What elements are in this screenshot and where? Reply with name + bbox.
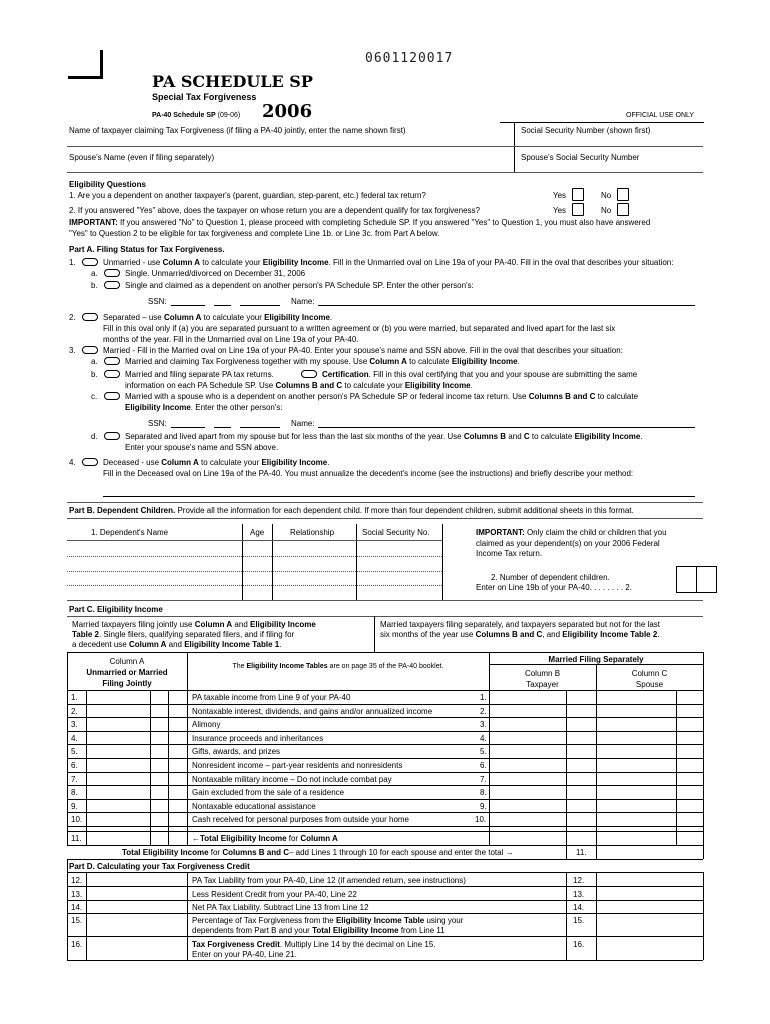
income-row-number: 2.	[71, 707, 78, 716]
income-row-number: 9.	[71, 802, 78, 811]
income-row-ref: 3.	[480, 720, 487, 729]
line3c-ssn-field-1[interactable]	[171, 427, 205, 428]
income-row-ref: 7.	[480, 775, 487, 784]
line2-text-2: Fill in this oval only if (a) you are separated pursuant to a written agreement or (b) you were married, but separated and lived apart for the last six	[103, 324, 616, 333]
income-row-number: 1.	[71, 693, 78, 702]
dependent-row-2[interactable]	[67, 557, 442, 570]
spouse-name-label: Spouse's Name (even if filing separately)	[69, 153, 215, 162]
deceased-oval[interactable]	[82, 458, 98, 466]
income-row-ref: 2.	[480, 707, 487, 716]
q1-no-checkbox[interactable]	[617, 188, 629, 201]
q2-no-label: No	[601, 206, 612, 215]
col-age: Age	[250, 528, 265, 537]
line3d-text: Separated and lived apart from my spouse but for less than the last six months of the year. Use Columns B and C to calculate Eligibility Income.	[125, 432, 643, 441]
line3b-text: Married and filing separate PA tax returns.	[125, 370, 274, 379]
form-title: PA SCHEDULE SP	[152, 72, 313, 91]
colC-subtitle: Spouse	[635, 680, 664, 689]
line4-number: 4.	[69, 458, 76, 467]
line3d-text-2: Enter your spouse's name and SSN above.	[125, 443, 279, 452]
income-tables-note: The Eligibility Income Tables are on page 35 of the PA-40 booklet.	[232, 663, 444, 670]
line3-text: Married - Fill in the Married oval on Line 19a of your PA-40. Enter your spouse's name and SSN above. Fill in the oval that describes your situation:	[103, 346, 623, 355]
income-row-colC-field[interactable]	[597, 800, 676, 812]
row13-field[interactable]	[597, 887, 702, 899]
row13-ref: 13.	[573, 890, 585, 899]
spouse-name-field[interactable]	[67, 162, 512, 172]
row12-text: PA Tax Liability from your PA-40, Line 12 (if amended return, see instructions)	[192, 876, 466, 885]
q2-no-checkbox[interactable]	[617, 203, 629, 216]
income-row-description: Insurance proceeds and inheritances	[192, 734, 324, 743]
income-row-ref: 9.	[480, 802, 487, 811]
dependent-row-1[interactable]	[67, 541, 442, 555]
income-row-number: 4.	[71, 734, 78, 743]
income-row-ref: 5.	[480, 747, 487, 756]
line1a-text: Single. Unmarried/divorced on December 31, 2006	[125, 269, 306, 278]
form-year: 2006	[262, 101, 313, 122]
income-row-colA-field[interactable]	[87, 759, 150, 771]
row14-ref: 14.	[573, 903, 585, 912]
dependent-row-4[interactable]	[67, 586, 442, 599]
dependent-count-box-2[interactable]	[696, 566, 717, 593]
income-row-colC-field[interactable]	[597, 745, 676, 757]
line3c-ssn-label: SSN:	[148, 419, 167, 428]
official-use-line	[500, 122, 704, 123]
line2-text-3: months of the year. Fill in the Unmarried oval on Line 19a of your PA-40.	[103, 335, 359, 344]
row16-text-2: Enter on your PA-40, Line 21.	[192, 950, 297, 959]
income-row-description: Gain excluded from the sale of a residence	[192, 788, 345, 797]
col-ssn: Social Security No.	[362, 528, 430, 537]
row15-text-2: dependents from Part B and your Total Eligibility Income from Line 11	[192, 926, 445, 935]
line1b-letter: b.	[91, 281, 98, 290]
income-row-colB-field[interactable]	[490, 813, 566, 825]
row12-number: 12.	[71, 876, 83, 885]
colC-title: Column C	[631, 669, 668, 678]
partB-important-2: claimed as your dependent(s) on your 2006 Federal	[476, 539, 660, 548]
line1b-ssn-field-2[interactable]	[214, 305, 231, 306]
eligibility-important: IMPORTANT: If you answered "No" to Question 1, please proceed with completing Schedule SP. If you answered "Yes" to Question 1, you must also have answered	[69, 218, 651, 227]
colA-title: Column A	[109, 657, 145, 666]
dependent-row-3[interactable]	[67, 572, 442, 584]
income-row-number: 8.	[71, 788, 78, 797]
line1-number: 1.	[69, 258, 76, 267]
income-row-number: 6.	[71, 761, 78, 770]
married-separate-oval[interactable]	[104, 370, 120, 378]
line1b-name-label: Name:	[291, 297, 315, 306]
row16-field[interactable]	[597, 937, 702, 959]
line1b-ssn-label: SSN:	[148, 297, 167, 306]
income-row-description: Nonresident income – part-year residents and nonresidents	[192, 761, 403, 770]
income-row-colC-field[interactable]	[597, 786, 676, 798]
row16-number: 16.	[71, 940, 83, 949]
partC-left-3: a decedent use Column A and Eligibility Income Table 1.	[72, 640, 282, 649]
q1-yes-label: Yes	[553, 191, 567, 200]
row15-field[interactable]	[597, 914, 702, 935]
q1-yes-checkbox[interactable]	[572, 188, 584, 201]
line3b-letter: b.	[91, 370, 98, 379]
dependent-count-line: Enter on Line 19b of your PA-40. . . . . . . . 2.	[476, 583, 632, 592]
income-row-ref: 8.	[480, 788, 487, 797]
income-row-colA-field[interactable]	[87, 691, 150, 703]
partD-heading: Part D. Calculating your Tax Forgiveness Credit	[69, 862, 250, 871]
married-joint-oval[interactable]	[104, 357, 120, 365]
income-row-ref: 10.	[475, 815, 487, 824]
income-row-colC-field[interactable]	[597, 718, 676, 730]
income-row-colA-field[interactable]	[87, 705, 150, 717]
partC-right-1: Married taxpayers filing separately, and taxpayers separated but not for the last	[380, 620, 661, 629]
partB-heading: Part B. Dependent Children. Provide all the information for each dependent child. If more than four dependent children, submit additional sheets in this format.	[69, 506, 634, 515]
eligibility-heading: Eligibility Questions	[69, 180, 146, 189]
barcode-number: 0601120017	[365, 51, 454, 66]
eligibility-q2: 2. If you answered "Yes" above, does the taxpayer on whose return you are a dependent qualify for tax forgiveness?	[69, 206, 480, 215]
income-row-colB-field[interactable]	[490, 732, 566, 744]
income-row-description: PA taxable income from Line 9 of your PA-40	[192, 693, 351, 702]
income-row-colB-field[interactable]	[490, 786, 566, 798]
income-row-colA-field[interactable]	[87, 745, 150, 757]
income-row-ref: 1.	[480, 693, 487, 702]
income-row-colC-field[interactable]	[597, 705, 676, 717]
income-row-colB-field[interactable]	[490, 705, 566, 717]
line3c-ssn-field-3[interactable]	[240, 427, 280, 428]
taxpayer-name-field[interactable]	[67, 136, 512, 146]
row14-text: Net PA Tax Liability. Subtract Line 13 from Line 12	[192, 903, 369, 912]
income-row-colB-field[interactable]	[490, 691, 566, 703]
official-use-label: OFFICIAL USE ONLY	[626, 112, 695, 119]
row14-field[interactable]	[597, 901, 702, 912]
total-bc-text: Total Eligibility Income for Columns B and C– add Lines 1 through 10 for each spouse and enter the total →	[122, 848, 514, 857]
eligibility-important-line2: "Yes" to Question 2 to be eligible for tax forgiveness and complete Line 1b. or Line 3c. from Part A below.	[69, 229, 440, 238]
income-row-colA-field[interactable]	[87, 813, 150, 825]
line3b-certification: Certification. Fill in this oval certifying that you and your spouse are submitting the same	[322, 370, 638, 379]
line3d-letter: d.	[91, 432, 98, 441]
income-row-description: Nontaxable military income – Do not include combat pay	[192, 775, 392, 784]
partB-important: IMPORTANT: Only claim the child or children that you	[476, 528, 667, 537]
line3a-letter: a.	[91, 357, 98, 366]
row11-number: 11.	[71, 834, 82, 843]
partC-right-2: six months of the year use Columns B and C, and Eligibility Income Table 2.	[380, 630, 660, 639]
form-subtitle: Special Tax Forgiveness	[152, 92, 257, 102]
line1-text: Unmarried - use Column A to calculate your Eligibility Income. Fill in the Unmarried oval on Line 19a of your PA-40. Fill in the oval that describes your situation:	[103, 258, 674, 267]
total-bc-field[interactable]	[597, 846, 702, 858]
income-row-description: Alimony	[192, 720, 221, 729]
income-row-number: 7.	[71, 775, 78, 784]
income-row-divider	[67, 826, 703, 827]
line1a-letter: a.	[91, 269, 98, 278]
married-dependent-spouse-oval[interactable]	[104, 392, 120, 400]
line3c-text: Married with a spouse who is a dependent on another person's PA Schedule SP or federal income tax return. Use Columns B and C to calculate	[125, 392, 639, 401]
income-row-colC-field[interactable]	[597, 813, 676, 825]
income-row-colB-field[interactable]	[490, 718, 566, 730]
line3c-name-field[interactable]	[318, 427, 695, 428]
row16-text: Tax Forgiveness Credit. Multiply Line 14 by the decimal on Line 15.	[192, 940, 436, 949]
separated-short-oval[interactable]	[104, 432, 120, 440]
col-relationship: Relationship	[290, 528, 335, 537]
income-row-description: Cash received for personal purposes from outside your home	[192, 815, 409, 824]
line3a-text: Married and claiming Tax Forgiveness together with my spouse. Use Column A to calculate Eligibility Income.	[125, 357, 520, 366]
row12-ref: 12.	[573, 876, 585, 885]
income-row-colC-field[interactable]	[597, 691, 676, 703]
income-row-ref: 4.	[480, 734, 487, 743]
line1b-name-field[interactable]	[318, 305, 695, 306]
partB-important-3: Income Tax return.	[476, 549, 543, 558]
income-row-colB-field[interactable]	[490, 759, 566, 771]
certification-oval[interactable]	[301, 370, 317, 378]
income-row-colC-field[interactable]	[597, 773, 676, 785]
income-row-colA-field[interactable]	[87, 718, 150, 730]
mfs-heading: Married Filing Separately	[548, 655, 644, 664]
income-row-number: 10.	[71, 815, 83, 824]
total-bc-ref: 11.	[576, 848, 587, 857]
single-oval[interactable]	[104, 269, 120, 277]
row16-ref: 16.	[573, 940, 585, 949]
taxpayer-ssn-label: Social Security Number (shown first)	[521, 126, 651, 135]
line1b-text: Single and claimed as a dependent on another person's PA Schedule SP. Enter the other person's:	[125, 281, 474, 290]
line3-number: 3.	[69, 346, 76, 355]
q2-yes-checkbox[interactable]	[572, 203, 584, 216]
income-row-colA-field[interactable]	[87, 773, 150, 785]
taxpayer-ssn-field[interactable]	[516, 136, 702, 146]
line3c-letter: c.	[91, 392, 98, 401]
line2-number: 2.	[69, 313, 76, 322]
unmarried-oval[interactable]	[82, 258, 98, 266]
colA-subtitle: Unmarried or Married	[86, 668, 168, 677]
colB-subtitle: Taxpayer	[526, 680, 559, 689]
income-row-description: Nontaxable educational assistance	[192, 802, 316, 811]
separated-oval[interactable]	[82, 313, 98, 321]
single-dependent-oval[interactable]	[104, 281, 120, 289]
q1-no-label: No	[601, 191, 612, 200]
spouse-ssn-field[interactable]	[516, 162, 702, 172]
q2-yes-label: Yes	[553, 206, 567, 215]
married-oval[interactable]	[82, 346, 98, 354]
income-row-number: 5.	[71, 747, 78, 756]
partC-left-1: Married taxpayers filing jointly use Column A and Eligibility Income	[72, 620, 316, 629]
partA-heading: Part A. Filing Status for Tax Forgiveness.	[69, 245, 225, 254]
colB-title: Column B	[524, 669, 561, 678]
partC-left-2: Table 2. Single filers, qualifying separated filers, and if filing for	[72, 630, 295, 639]
eligibility-q1: 1. Are you a dependent on another taxpayer's (parent, guardian, step-parent, etc.) federal tax return?	[69, 191, 426, 200]
line3c-ssn-field-2[interactable]	[214, 427, 231, 428]
row13-number: 13.	[71, 890, 83, 899]
line3c-text-2: Eligibility Income. Enter the other person's:	[125, 403, 283, 412]
row15-text: Percentage of Tax Forgiveness from the Eligibility Income Table using your	[192, 916, 464, 925]
income-row-colC-field[interactable]	[597, 759, 676, 771]
partC-heading: Part C. Eligibility Income	[69, 605, 163, 614]
income-row-colA-field[interactable]	[87, 786, 150, 798]
row11-text: ←Total Eligibility Income for Column A	[192, 834, 338, 843]
line1b-ssn-field-3[interactable]	[240, 305, 280, 306]
line4-text: Deceased - use Column A to calculate your Eligibility Income.	[103, 458, 330, 467]
dependent-count-label: 2. Number of dependent children.	[491, 573, 610, 582]
income-row-description: Gifts, awards, and prizes	[192, 747, 281, 756]
row15-ref: 15.	[573, 916, 585, 925]
taxpayer-name-label: Name of taxpayer claiming Tax Forgiveness (if filing a PA-40 jointly, enter the name shown first)	[69, 126, 406, 135]
row15-number: 15.	[71, 916, 83, 925]
line3b-text-2: information on each PA Schedule SP. Use Columns B and C to calculate your Eligibility Income.	[125, 381, 473, 390]
income-row-colB-field[interactable]	[490, 800, 566, 812]
row11-colA-box[interactable]	[86, 831, 151, 846]
row13-text: Less Resident Credit from your PA-40, Line 22	[192, 890, 357, 899]
income-row-ref: 6.	[480, 761, 487, 770]
income-row-colC-field[interactable]	[597, 732, 676, 744]
income-row-colB-field[interactable]	[490, 773, 566, 785]
row12-field[interactable]	[597, 873, 702, 885]
colA-subtitle-2: Filing Jointly	[102, 679, 152, 688]
dependent-count-box-1[interactable]	[676, 566, 697, 593]
form-id: PA-40 Schedule SP (09-06)	[152, 112, 241, 119]
income-row-colA-field[interactable]	[87, 732, 150, 744]
row14-number: 14.	[71, 903, 83, 912]
income-row-colA-field[interactable]	[87, 800, 150, 812]
income-row-description: Nontaxable interest, dividends, and gains and/or annualized income	[192, 707, 433, 716]
line1b-ssn-field-1[interactable]	[171, 305, 205, 306]
line2-text: Separated – use Column A to calculate your Eligibility Income.	[103, 313, 333, 322]
line4-text-2: Fill in the Deceased oval on Line 19a of the PA-40. You must annualize the decedent's income (see the instructions) and briefly describe your method:	[103, 469, 634, 478]
income-row-number: 3.	[71, 720, 78, 729]
deceased-method-field[interactable]	[103, 496, 695, 497]
spouse-ssn-label: Spouse's Social Security Number	[521, 153, 640, 162]
col-dependent-name: 1. Dependent's Name	[91, 528, 169, 537]
income-row-colB-field[interactable]	[490, 745, 566, 757]
line3c-name-label: Name:	[291, 419, 315, 428]
